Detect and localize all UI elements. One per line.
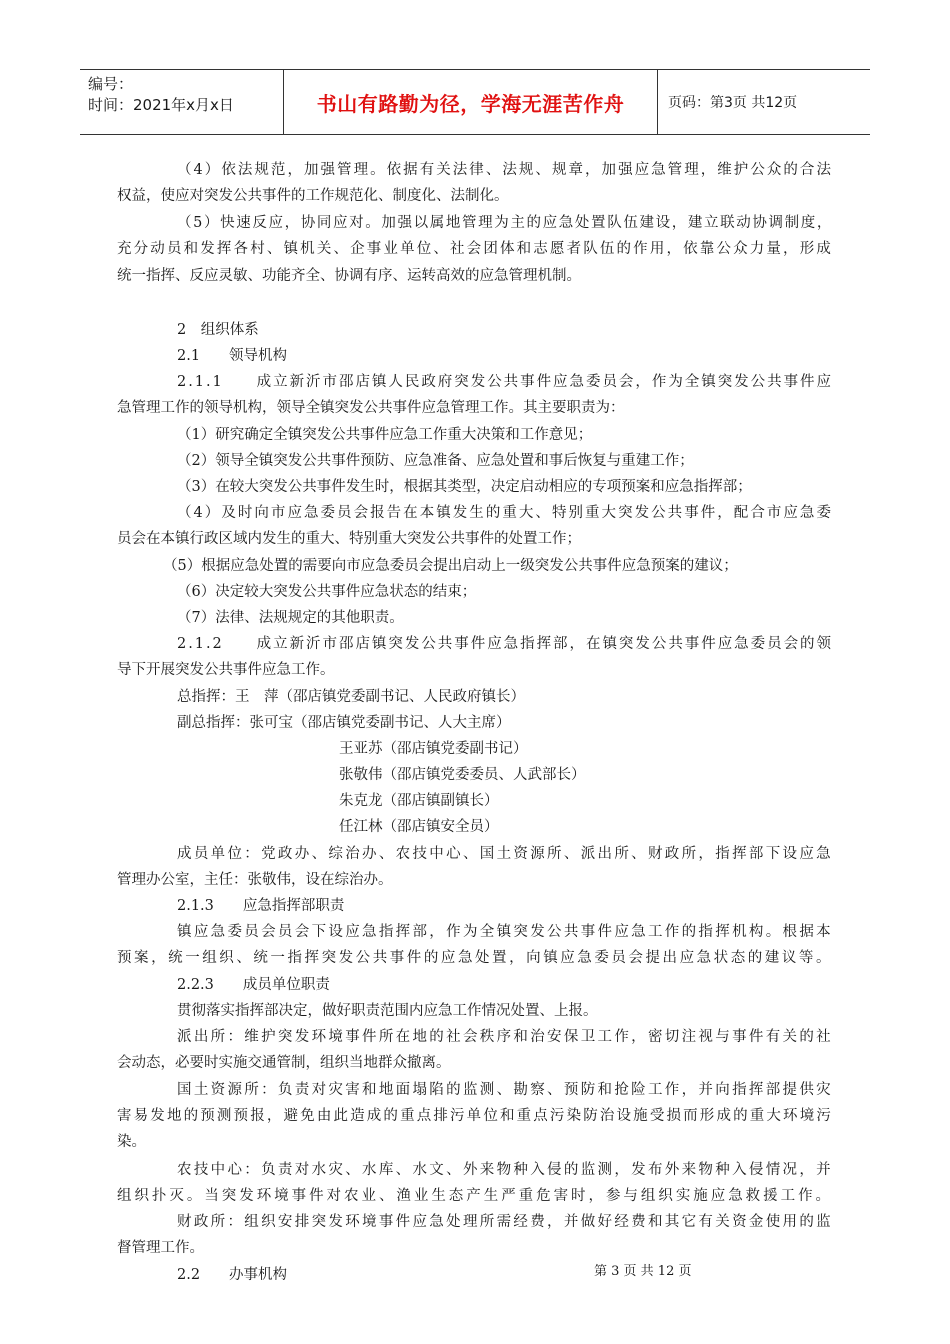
text-line: （4）及时向市应急委员会报告在本镇发生的重大、特别重大突发公共事件，配合市应急委 bbox=[177, 505, 833, 521]
text-line: 任江林（邵店镇安全员） bbox=[339, 819, 499, 835]
text-line: 2.1 领导机构 bbox=[177, 348, 288, 364]
text-line: （3）在较大突发公共事件发生时，根据其类型，决定启动相应的专项预案和应急指挥部； bbox=[177, 479, 752, 495]
text-line: 朱克龙（邵店镇副镇长） bbox=[339, 793, 499, 809]
text-line: 2.1.1 成立新沂市邵店镇人民政府突发公共事件应急委员会，作为全镇突发公共事件应 bbox=[177, 374, 833, 390]
text-line: 王亚苏（邵店镇党委副书记） bbox=[339, 741, 528, 757]
header-motto: 书山有路勤为径，学海无涯苦作舟 bbox=[284, 70, 658, 134]
page-number: 第 3 页 共 12 页 bbox=[594, 1264, 692, 1279]
text-line: 农技中心：负责对水灾、水库、水文、外来物种入侵的监测，发布外来物种入侵情况，并 bbox=[177, 1162, 833, 1178]
text-line: 会动态，必要时实施交通管制，组织当地群众撤离。 bbox=[117, 1055, 451, 1071]
text-line: 副总指挥：张可宝（邵店镇党委副书记、人大主席） bbox=[177, 715, 511, 731]
text-line: （1）研究确定全镇突发公共事件应急工作重大决策和工作意见； bbox=[177, 427, 593, 443]
text-line: 充分动员和发挥各村、镇机关、企事业单位、社会团体和志愿者队伍的作用，依靠公众力量，形成 bbox=[117, 241, 833, 257]
text-line: 急管理工作的领导机构，领导全镇突发公共事件应急管理工作。其主要职责为： bbox=[117, 400, 625, 416]
text-line: （6）决定较大突发公共事件应急状态的结束； bbox=[177, 584, 477, 600]
text-line: （2）领导全镇突发公共事件预防、应急准备、应急处置和事后恢复与重建工作； bbox=[177, 453, 694, 469]
text-line: （5）快速反应，协同应对。加强以属地管理为主的应急处置队伍建设，建立联动协调制度， bbox=[177, 215, 833, 231]
text-line: （7）法律、法规规定的其他职责。 bbox=[177, 610, 404, 626]
header-page-info: 页码：第3页 共12页 bbox=[668, 95, 798, 111]
text-line: 督管理工作。 bbox=[117, 1240, 204, 1256]
text-line: 2.1.2 成立新沂市邵店镇突发公共事件应急指挥部，在镇突发公共事件应急委员会的领 bbox=[177, 636, 833, 652]
text-line: 2.2.3 成员单位职责 bbox=[177, 977, 330, 993]
text-line: 导下开展突发公共事件应急工作。 bbox=[117, 662, 335, 678]
text-line: 2.1.3 应急指挥部职责 bbox=[177, 898, 345, 914]
text-line: 总指挥：王 萍（邵店镇党委副书记、人民政府镇长） bbox=[177, 689, 525, 705]
text-line: 贯彻落实指挥部决定，做好职责范围内应急工作情况处置、上报。 bbox=[177, 1003, 598, 1019]
document-date: 时间：2021年x月x日 bbox=[88, 96, 234, 114]
text-line: 成员单位：党政办、综治办、农技中心、国土资源所、派出所、财政所，指挥部下设应急 bbox=[177, 846, 833, 862]
text-line: 组织扑灭。当突发环境事件对农业、渔业生态产生严重危害时，参与组织实施应急救援工作。 bbox=[117, 1188, 833, 1204]
text-line: 张敬伟（邵店镇党委委员、人武部长） bbox=[339, 767, 586, 783]
text-line: 派出所：维护突发环境事件所在地的社会秩序和治安保卫工作，密切注视与事件有关的社 bbox=[177, 1029, 833, 1045]
text-line: 管理办公室，主任：张敬伟，设在综治办。 bbox=[117, 872, 393, 888]
text-line: 统一指挥、反应灵敏、功能齐全、协调有序、运转高效的应急管理机制。 bbox=[117, 268, 581, 284]
text-line: 镇应急委员会员会下设应急指挥部，作为全镇突发公共事件应急工作的指挥机构。根据本 bbox=[177, 924, 833, 940]
text-line: 权益，使应对突发公共事件的工作规范化、制度化、法制化。 bbox=[117, 188, 509, 204]
text-line: 染。 bbox=[117, 1134, 146, 1150]
text-line: 财政所：组织安排突发环境事件应急处理所需经费，并做好经费和其它有关资金使用的监 bbox=[177, 1214, 833, 1230]
text-line: 预案，统一组织、统一指挥突发公共事件的应急处置，向镇应急委员会提出应急状态的建议等。 bbox=[117, 950, 833, 966]
page-header bbox=[80, 69, 870, 135]
text-line: 员会在本镇行政区域内发生的重大、特别重大突发公共事件的处置工作； bbox=[117, 531, 581, 547]
text-line: （4）依法规范，加强管理。依据有关法律、法规、规章，加强应急管理，维护公众的合法 bbox=[177, 162, 833, 178]
text-line: 2.2 办事机构 bbox=[177, 1267, 288, 1283]
text-line: （5）根据应急处置的需要向市应急委员会提出启动上一级突发公共事件应急预案的建议； bbox=[163, 558, 738, 574]
text-line: 国土资源所：负责对灾害和地面塌陷的监测、勘察、预防和抢险工作，并向指挥部提供灾 bbox=[177, 1082, 833, 1098]
text-line: 害易发地的预测预报，避免由此造成的重点排污单位和重点污染防治设施受损而形成的重大环境污 bbox=[117, 1108, 833, 1124]
header-meta bbox=[80, 70, 284, 134]
document-number-label: 编号： bbox=[88, 75, 134, 93]
text-line: 2 组织体系 bbox=[177, 322, 259, 338]
